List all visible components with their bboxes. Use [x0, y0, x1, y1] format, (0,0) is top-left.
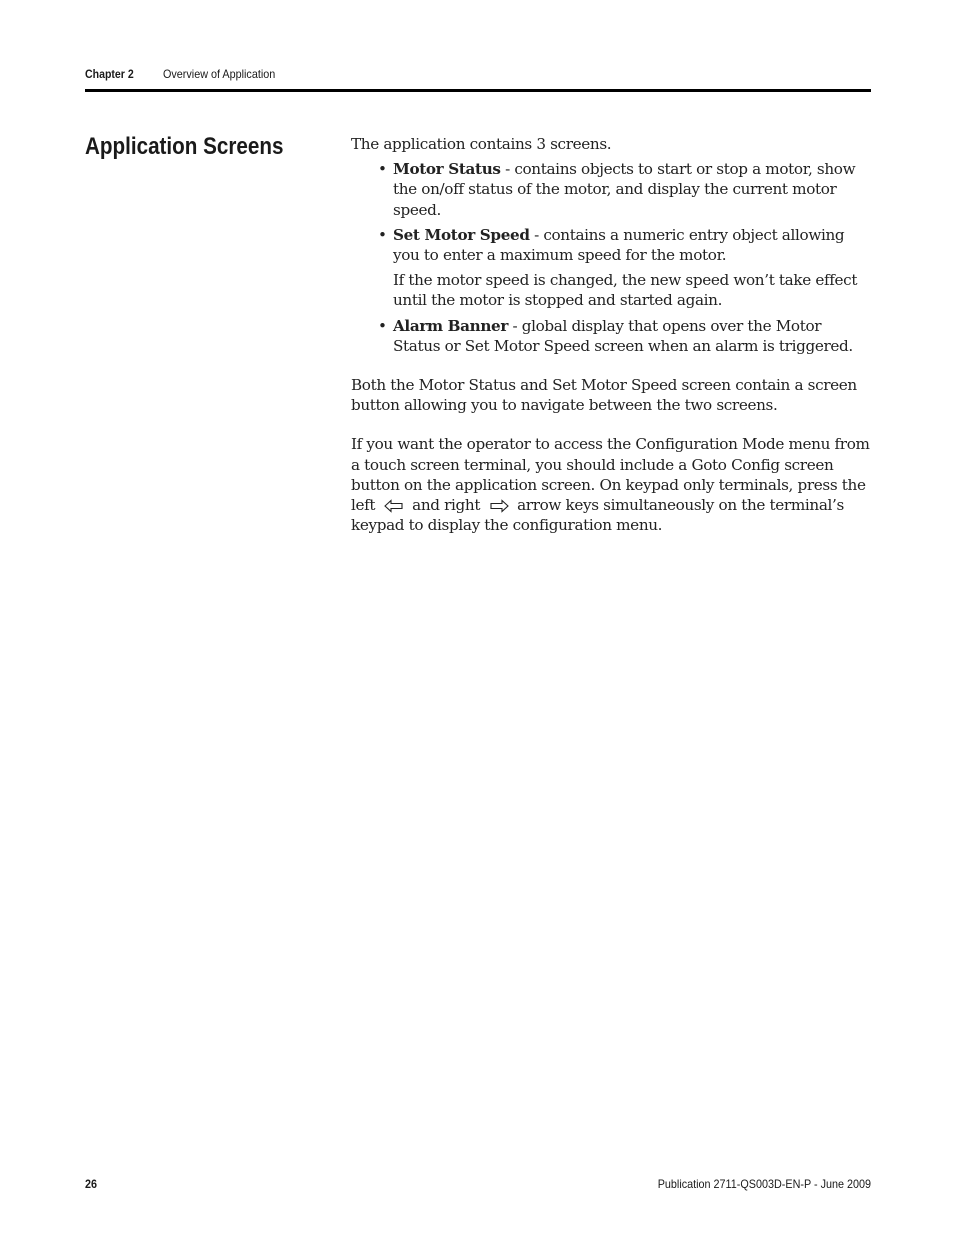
section-title: Overview of Application: [163, 67, 276, 81]
list-item-text: - contains a numeric entry object allowing you to enter a maximum speed for the motor.: [393, 225, 845, 265]
list-item-term: Motor Status: [393, 160, 501, 179]
config-text-mid: and right: [412, 496, 481, 515]
chapter-label: Chapter 2: [85, 67, 134, 81]
config-text-start: If you want the operator to access the Configuration Mode menu from a touch screen terminal, you should include a Goto Config screen button on the application screen. On keypad only terminals, press the left: [351, 435, 870, 515]
list-item: [351, 316, 871, 356]
list-item-text: - global display that opens over the Motor Status or Set Motor Speed screen when an alarm is triggered.: [393, 316, 853, 355]
running-header: [85, 66, 871, 82]
navigation-paragraph: Both the Motor Status and Set Motor Speed screen contain a screen button allowing you to navigate between the two screens.: [351, 376, 857, 415]
bullet-icon: •: [378, 225, 387, 244]
bullet-icon: •: [378, 160, 387, 179]
publication-info: Publication 2711-QS003D-EN-P - June 2009: [657, 1177, 871, 1191]
intro-paragraph: The application contains 3 screens.: [351, 135, 612, 153]
config-mode-paragraph: [351, 434, 871, 535]
page-number: 26: [85, 1177, 98, 1191]
list-item: [351, 159, 871, 220]
screen-list: [351, 159, 871, 356]
section-heading: Application Screens: [85, 133, 284, 160]
bullet-icon: •: [378, 316, 387, 335]
list-item-note: If the motor speed is changed, the new speed won’t take effect until the motor is stopped and started again.: [393, 271, 858, 310]
left-arrow-key-icon: [384, 499, 404, 513]
body-text: [351, 134, 871, 535]
list-item: [351, 225, 871, 311]
right-arrow-key-icon: [489, 499, 509, 513]
list-item-text: - contains objects to start or stop a motor, show the on/off status of the motor, and display the current motor speed.: [393, 160, 856, 219]
list-item-term: Alarm Banner: [393, 316, 508, 335]
list-item-term: Set Motor Speed: [393, 225, 530, 244]
config-text-end: arrow keys simultaneously on the terminal’s keypad to display the configuration menu.: [351, 496, 844, 535]
header-rule: [85, 89, 871, 92]
